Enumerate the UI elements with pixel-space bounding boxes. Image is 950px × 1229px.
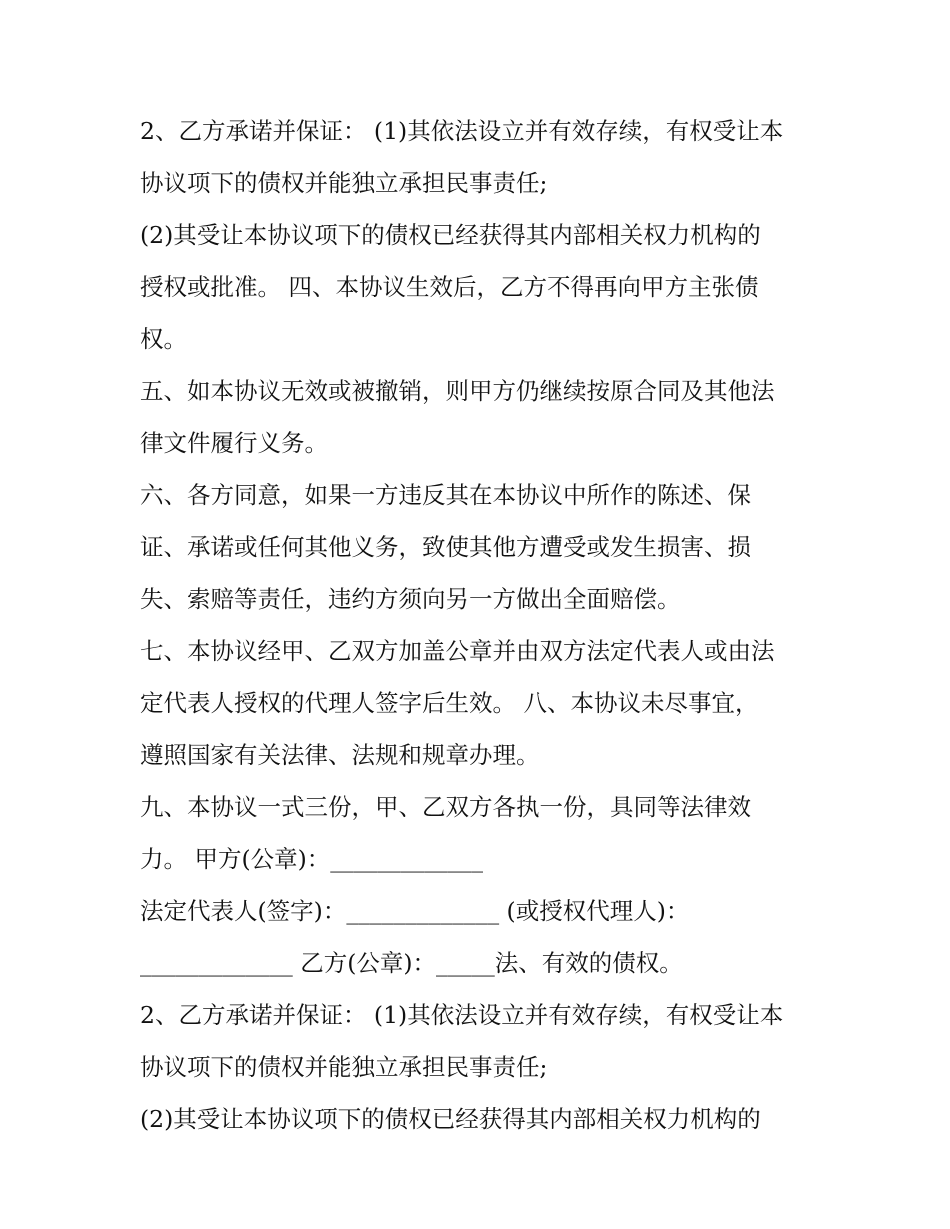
text-line: 遵照国家有关法律、法规和规章办理。 — [140, 741, 540, 769]
text-line: 法定代表人(签字)：_____________ (或授权代理人)： — [140, 897, 690, 925]
text-line: 七、本协议经甲、乙双方加盖公章并由双方法定代表人或由法 — [140, 637, 775, 665]
text-line: 证、承诺或任何其他义务，致使其他方遭受或发生损害、损 — [140, 533, 751, 561]
text-line: 定代表人授权的代理人签字后生效。 八、本协议未尽事宜， — [140, 689, 759, 717]
text-line: 授权或批准。 四、本协议生效后，乙方不得再向甲方主张债 — [140, 273, 759, 301]
text-line: _____________ 乙方(公章)：_____法、有效的债权。 — [140, 949, 683, 977]
text-line: 五、如本协议无效或被撤销，则甲方仍继续按原合同及其他法 — [140, 377, 775, 405]
text-line: 力。 甲方(公章)：_____________ — [140, 845, 484, 873]
text-line: 权。 — [140, 325, 187, 353]
text-line: 2、乙方承诺并保证： (1)其依法设立并有效存续，有权受让本 — [140, 117, 784, 145]
text-line: (2)其受让本协议项下的债权已经获得其内部相关权力机构的 — [140, 1105, 761, 1133]
text-line: (2)其受让本协议项下的债权已经获得其内部相关权力机构的 — [140, 221, 761, 249]
text-line: 协议项下的债权并能独立承担民事责任; — [140, 169, 548, 197]
document-body — [140, 105, 830, 1145]
text-line: 六、各方同意，如果一方违反其在本协议中所作的陈述、保 — [140, 481, 751, 509]
text-line: 九、本协议一式三份，甲、乙双方各执一份，具同等法律效 — [140, 793, 751, 821]
text-line: 失、索赔等责任，违约方须向另一方做出全面赔偿。 — [140, 585, 681, 613]
text-line: 2、乙方承诺并保证： (1)其依法设立并有效存续，有权受让本 — [140, 1001, 784, 1029]
text-line: 律文件履行义务。 — [140, 429, 328, 457]
text-line: 协议项下的债权并能独立承担民事责任; — [140, 1053, 548, 1081]
